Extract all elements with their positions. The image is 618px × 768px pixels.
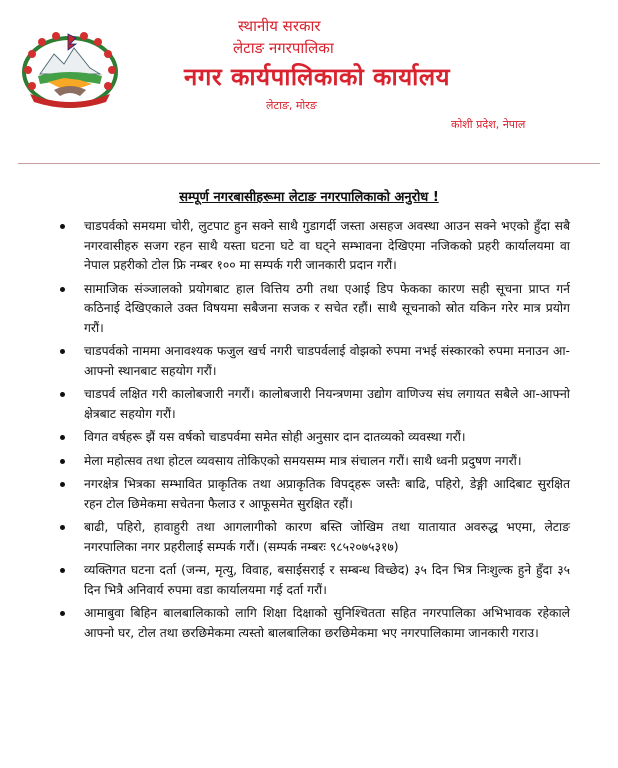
province-country: कोशी प्रदेश, नेपाल xyxy=(451,118,526,131)
list-item xyxy=(60,518,570,557)
notice-title: सम्पूर्ण नगरबासीहरूमा लेटाङ नगरपालिकाको अनुरोध ! xyxy=(179,190,439,205)
list-item xyxy=(60,452,570,472)
list-item-text: विगत वर्षहरू झैं यस वर्षको चाडपर्वमा समेत सोही अनुसार दान दातव्यको व्यवस्था गरौं। xyxy=(84,430,466,444)
office-title: नगर कार्यपालिकाको कार्यालय xyxy=(184,63,451,91)
list-item-text: चाडपर्वको समयमा चोरी, लुटपाट हुन सक्ने साथै गुडागर्दी जस्ता असहज अवस्था आउन सक्ने भएको हुँदा सबै नगरवासीहरु सजग रहन साथै यस्ता घटना घटे वा घट्ने सम्भावना देखिएमा नजिकको प्रहरी कार्यालयमा वा नेपाल प्रहरीको टोल फ्रि नम्बर १०० मा सम्पर्क गरी जानकारी प्रदान गरौं। xyxy=(84,219,570,272)
list-item-text: बाढी, पहिरो, हावाहुरी तथा आगलागीको कारण बस्ति जोखिम तथा यातायात अवरुद्ध भएमा, लेटाङ नगरपालिका नगर प्रहरीलाई सम्पर्क गरौं। (सम्पर्क नम्बरः ९८५२०७५३१७) xyxy=(84,520,570,554)
notice-list xyxy=(60,217,570,647)
list-item xyxy=(60,428,570,448)
bullet-icon xyxy=(60,392,65,397)
bullet-icon xyxy=(60,435,65,440)
list-item xyxy=(60,280,570,339)
list-item xyxy=(60,385,570,424)
municipality-name: लेटाङ नगरपालिका xyxy=(233,39,334,57)
government-label: स्थानीय सरकार xyxy=(238,17,321,35)
list-item xyxy=(60,561,570,600)
list-item-text: नगरक्षेत्र भित्रका सम्भावित प्राकृतिक तथा अप्राकृतिक विपद्हरू जस्तैः बाढि, पहिरो, डेङ्गी आदिबाट सुरक्षित रहन टोल छिमेकमा सचेतना फैलाउ र आफूसमेत सुरक्षित रहौं। xyxy=(84,477,570,511)
list-item-text: सामाजिक संञ्जालको प्रयोगबाट हाल वित्तिय ठगी तथा एआई डिप फेकका कारण सही सूचना प्राप्त गर्न कठिनाई देखिएकाले उक्त विषयमा सबैजना सजक र सचेत रहौं। साथै सूचनाको स्रोत यकिन गरेर मात्र प्रयोग गरौं। xyxy=(84,281,570,335)
list-item-text: चाडपर्व लक्षित गरी कालोबजारी नगरौं। कालोबजारी नियन्त्रणमा उद्योग वाणिज्य संघ लगायत सबैले आ-आफ्नो क्षेत्रबाट सहयोग गरौं। xyxy=(84,387,570,421)
bullet-icon xyxy=(60,568,65,573)
list-item xyxy=(60,475,570,514)
list-item-text: चाडपर्वको नाममा अनावश्यक फजुल खर्च नगरी चाडपर्वलाई वोझको रुपमा नभई संस्कारको रुपमा मनाउन आ-आफ्नो स्थानबाट सहयोग गरौं। xyxy=(84,344,570,378)
list-item-text: व्यक्तिगत घटना दर्ता (जन्म, मृत्यु, विवाह, बसाईसराई र सम्बन्ध विच्छेद) ३५ दिन भित्र निःशुल्क हुने हुँदा ३५ दिन भित्रै अनिवार्य रुपमा वडा कार्यालयमा गई दर्ता गरौं। xyxy=(84,563,570,597)
nepal-emblem-logo xyxy=(20,30,120,110)
bullet-icon xyxy=(60,349,65,354)
list-item xyxy=(60,604,570,643)
list-item xyxy=(60,217,570,276)
list-item xyxy=(60,342,570,381)
bullet-icon xyxy=(60,525,65,530)
bullet-icon xyxy=(60,482,65,487)
bullet-icon xyxy=(60,224,65,229)
office-location: लेटाङ, मोरङ xyxy=(266,99,317,112)
list-item-text: आमाबुवा बिहिन बालबालिकाको लागि शिक्षा दिक्षाको सुनिश्चितता सहित नगरपालिका अभिभावक रहेकाले आफ्नो घर, टोल तथा छरछिमेकमा त्यस्तो बालबालिका छरछिमेकमा भए नगरपालिकामा जानकारी गराउ। xyxy=(84,606,570,640)
bullet-icon xyxy=(60,459,65,464)
header-divider xyxy=(18,163,600,164)
bullet-icon xyxy=(60,611,65,616)
bullet-icon xyxy=(60,287,65,292)
list-item-text: मेला महोत्सव तथा होटल व्यवसाय तोकिएको समयसम्म मात्र संचालन गरौं। साथै ध्वनी प्रदुषण नगरौं। xyxy=(84,453,522,468)
